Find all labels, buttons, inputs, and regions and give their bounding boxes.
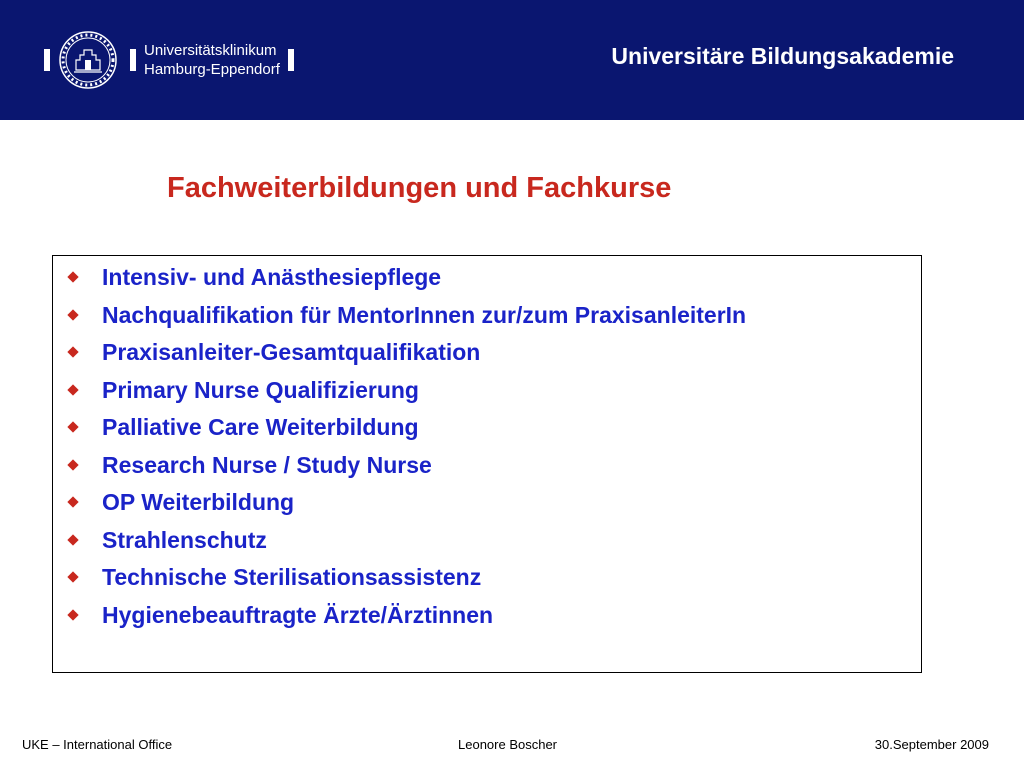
header-bar (0, 0, 1024, 120)
list-item (53, 597, 746, 635)
list-item-label: Hygienebeauftragte Ärzte/Ärztinnen (102, 601, 494, 628)
logo-text-line1: Universitätsklinikum (144, 42, 277, 59)
list-item-label: Praxisanleiter-Gesamtqualifikation (102, 339, 481, 365)
list-item (53, 559, 746, 597)
list-item-label: Technische Sterilisationsassistenz (102, 564, 482, 590)
list-item (53, 334, 746, 372)
list-item-label: Palliative Care Weiterbildung (102, 414, 419, 440)
diamond-bullet-icon (67, 309, 78, 320)
header-title: Universitäre Bildungsakademie (611, 43, 954, 69)
logo-text-line2: Hamburg-Eppendorf (144, 61, 280, 78)
uke-logo (44, 30, 294, 90)
logo-text (144, 41, 280, 79)
list-item-label: Intensiv- und Anästhesiepflege (102, 264, 442, 290)
footer-author: Leonore Boscher (458, 737, 558, 752)
list-item-label: Primary Nurse Qualifizierung (102, 376, 419, 403)
list-item-label: Research Nurse / Study Nurse (102, 451, 432, 478)
course-list-box (52, 255, 922, 673)
diamond-bullet-icon (67, 534, 78, 545)
list-item-label: OP Weiterbildung (102, 489, 295, 515)
university-seal-icon (58, 30, 118, 90)
logo-bar-left (44, 49, 50, 71)
list-item-label: Strahlenschutz (102, 526, 267, 553)
list-item (53, 372, 746, 410)
diamond-bullet-icon (67, 571, 78, 582)
course-list (53, 259, 746, 634)
list-item (53, 409, 746, 447)
list-item (53, 522, 746, 560)
logo-bar-right (288, 49, 294, 71)
diamond-bullet-icon (67, 459, 78, 470)
diamond-bullet-icon (67, 496, 78, 507)
list-item (53, 447, 746, 485)
list-item-label: Nachqualifikation für MentorInnen zur/zum PraxisanleiterIn (102, 301, 747, 328)
diamond-bullet-icon (67, 609, 78, 620)
list-item (53, 484, 746, 522)
slide-title: Fachweiterbildungen und Fachkurse (167, 172, 672, 204)
footer-office: UKE – International Office (22, 737, 173, 752)
diamond-bullet-icon (67, 421, 78, 432)
footer-date: 30.September 2009 (874, 737, 989, 752)
diamond-bullet-icon (67, 384, 78, 395)
diamond-bullet-icon (67, 346, 78, 357)
list-item (53, 259, 746, 297)
diamond-bullet-icon (67, 271, 78, 282)
logo-bar-middle (130, 49, 136, 71)
list-item (53, 297, 746, 335)
